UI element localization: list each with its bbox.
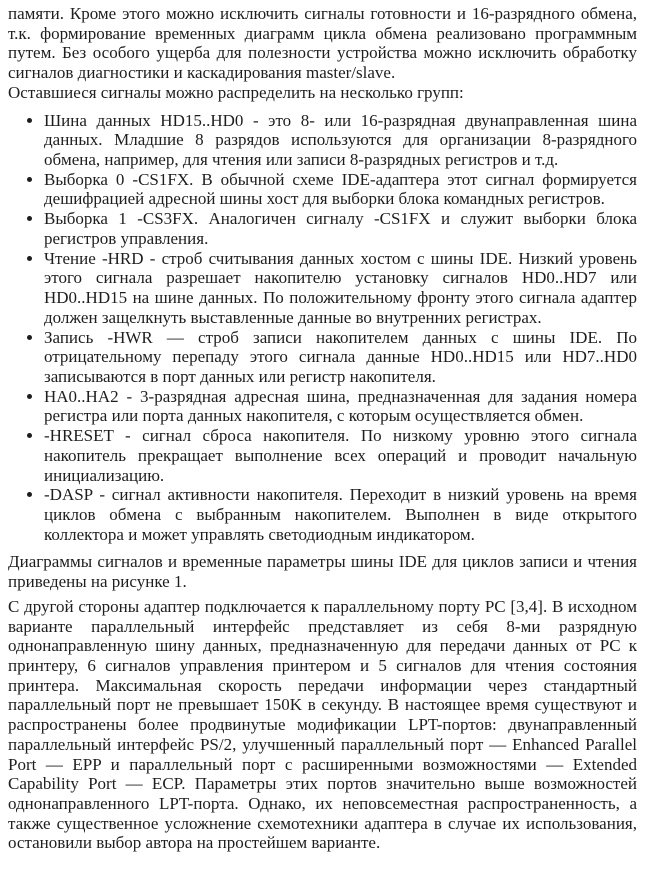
signal-list: [8, 111, 637, 545]
list-item-data-bus: • Шина данных HD15..HD0 - это 8- или 16-разрядная двунаправленная шина данных. Младшие 8 разрядов используются для организации 8-разрядного обмена, например, для чтения или записи 8-разрядных регистров и т.д.: [44, 111, 637, 170]
list-item-cs3fx: • Выборка 1 -CS3FX. Аналогичен сигналу -CS1FX и служит выборки блока регистров управления.: [44, 209, 637, 248]
list-item-hreset: • -HRESET - сигнал сброса накопителя. По низкому уровню этого сигнала накопитель прекращает выполнение всех операций и проводит начальную инициализацию.: [44, 426, 637, 485]
list-item-hrd: • Чтение -HRD - строб считывания данных хостом с шины IDE. Низкий уровень этого сигнала разрешает накопителю установку сигналов HD0..HD7 или HD0..HD15 на шине данных. По положительному фронту этого сигнала адаптер должен защелкнуть выставленные данные во внутренних регистрах.: [44, 249, 637, 328]
list-item-hwr: • Запись -HWR — строб записи накопителем данных с шины IDE. По отрицательному перепаду этого сигнала данные HD0..HD15 или HD7..HD0 записываются в порт данных или регистр накопителя.: [44, 328, 637, 387]
list-item-cs1fx: • Выборка 0 -CS1FX. В обычной схеме IDE-адаптера этот сигнал формируется дешифрацией адресной шины хост для выборки блока командных регистров.: [44, 170, 637, 209]
list-intro: Оставшиеся сигналы можно распределить на несколько групп:: [8, 82, 464, 102]
paragraph-intro: памяти. Кроме этого можно исключить сигналы готовности и 16-разрядного обмена, т.к. формирование временных диаграмм цикла обмена реализовано программным путем. Без особого ущерба для полезности устройства можно исключить обработку сигналов диагностики и каскадирования master/slave.: [8, 4, 637, 83]
list-item-dasp: • -DASP - сигнал активности накопителя. Переходит в низкий уровень на время циклов обмена с выбранным накопителем. Выполнен в виде открытого коллектора и может управлять светодиодным индикатором.: [44, 485, 637, 544]
paragraph-lpt-ports: С другой стороны адаптер подключается к параллельному порту PC [3,4]. В исходном варианте параллельный интерфейс представляет из себя 8-ми разрядную однонаправленную шину данных, предназначенную для передачи данных от PC к принтеру, 6 сигналов управления принтером и 5 сигналов для чтения состояния принтера. Максимальная скорость передачи информации через стандартный параллельный порт не превышает 150K в секунду. В настоящее время существуют и распространены более продвинутые модификации LPT-портов: двунаправленный параллельный интерфейс PS/2, улучшенный параллельный порт — Enhanced Parallel Port — EPP и параллельный порт с расширенными возможностями — Extended Capability Port — ECP. Параметры этих портов значительно выше возможностей однонаправленного LPT-порта. Однако, их неповсеместная распространенность, а также существенное усложнение схемотехники адаптера в случае их использования, остановили выбор автора на простейшем варианте.: [8, 596, 637, 853]
paragraph-figure-reference: Диаграммы сигналов и временные параметры шины IDE для циклов записи и чтения приведены на рисунке 1.: [8, 552, 637, 592]
list-item-ha0-ha2: • HA0..HA2 - 3-разрядная адресная шина, предназначенная для задания номера регистра или порта данных накопителя, с которым осуществляется обмен.: [44, 387, 637, 426]
